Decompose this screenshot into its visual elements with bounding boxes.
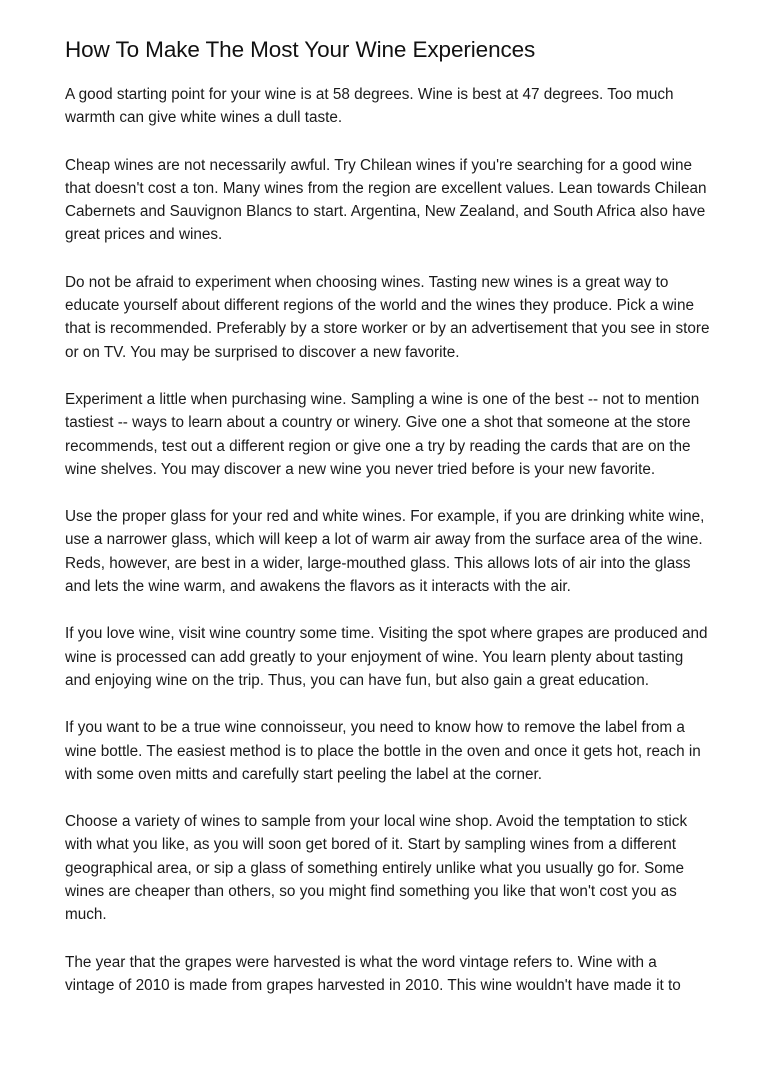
- paragraph-visit-wine-country: If you love wine, visit wine country some time. Visiting the spot where grapes are produced and wine is processed can add greatly to your enjoyment of wine. You learn plenty about tasting and enjoying wine on the trip. Thus, you can have fun, but also gain a great education.: [65, 625, 708, 689]
- paragraph-vintage: The year that the grapes were harvested is what the word vintage refers to. Wine with a vintage of 2010 is made from grapes harvested in 2010. This wine wouldn't have made it to: [65, 953, 681, 994]
- paragraph-serving-temperature: A good starting point for your wine is at 58 degrees. Wine is best at 47 degrees. Too much warmth can give white wines a dull taste.: [65, 86, 674, 127]
- paragraph-remove-label: If you want to be a true wine connoisseur, you need to know how to remove the label from a wine bottle. The easiest method is to place the bottle in the oven and once it gets hot, reach in with some oven mitts and carefully start peeling the label at the corner.: [65, 719, 701, 783]
- page-title: How To Make The Most Your Wine Experiences: [65, 37, 536, 62]
- paragraph-cheap-wines: Cheap wines are not necessarily awful. Try Chilean wines if you're searching for a good wine that doesn't cost a ton. Many wines from the region are excellent values. Lean towards Chilean Cabernets and Sauvignon Blancs to start. Argentina, New Zealand, and South Africa also have great prices and wines.: [65, 156, 707, 244]
- paragraph-experiment-choosing: Do not be afraid to experiment when choosing wines. Tasting new wines is a great way to educate yourself about different regions of the world and the wines they produce. Pick a wine that is recommended. Preferably by a store worker or by an advertisement that you see in store or on TV. You may be surprised to discover a new favorite.: [65, 273, 710, 361]
- paragraph-proper-glass: Use the proper glass for your red and white wines. For example, if you are drinking white wine, use a narrower glass, which will keep a lot of warm air away from the surface area of the wine. Reds, however, are best in a wider, large-mouthed glass. This allows lots of air into the glass and lets the wine warm, and awakens the flavors as it interacts with the air.: [65, 508, 705, 596]
- paragraph-experiment-purchasing: Experiment a little when purchasing wine. Sampling a wine is one of the best -- not to mention tastiest -- ways to learn about a country or winery. Give one a shot that someone at the store recommends, test out a different region or give one a try by reading the cards that are on the wine shelves. You may discover a new wine you never tried before is your new favorite.: [65, 390, 700, 478]
- document-page: [65, 36, 710, 1021]
- paragraph-variety: Choose a variety of wines to sample from your local wine shop. Avoid the temptation to stick with what you like, as you will soon get bored of it. Start by sampling wines from a different geographical area, or sip a glass of something entirely unlike what you usually go for. Some wines are cheaper than others, so you might find something you like that won't cost you as much.: [65, 813, 688, 924]
